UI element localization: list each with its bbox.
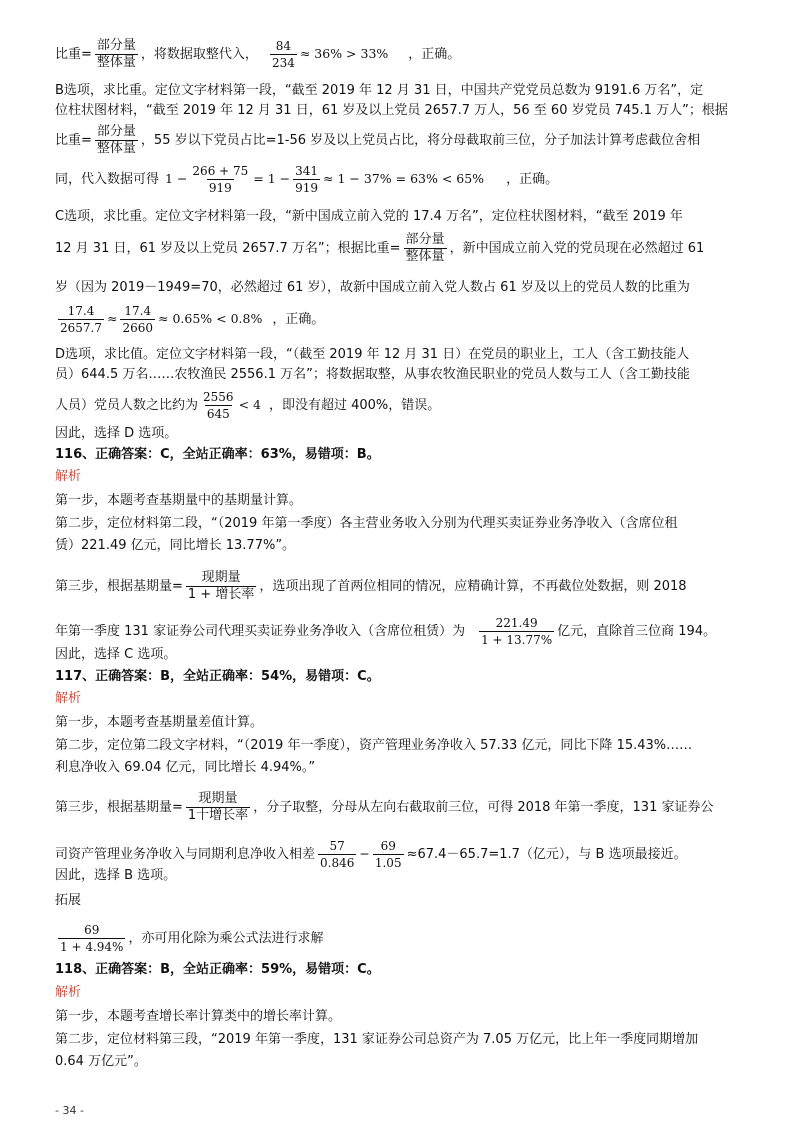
- fraction: $\frac{\text{现期量}}{\text{1十增长率}}$: [187, 791, 249, 823]
- fraction: $\frac{69}{1.05}$: [374, 839, 402, 870]
- paragraph-line: 人员）党员人数之比约为 $\frac{2556}{645}$ < 4 ，即没有超过 400%，错误。: [55, 390, 441, 421]
- paragraph-line: 因此，选择 C 选项。: [55, 647, 177, 662]
- paragraph-line: B选项，求比重。定位文字材料第一段，“截至 2019 年 12 月 31 日，中国共产党党员总数为 9191.6 万名”，定: [55, 83, 704, 98]
- paragraph-line: 赁）221.49 亿元，同比增长 13.77%”。: [55, 538, 296, 553]
- fraction: $\frac{57}{0.846}$: [320, 839, 355, 870]
- fraction: $\frac{69}{1 + 4.94\%}$: [60, 923, 124, 954]
- paragraph-line: D选项，求比值。定位文字材料第一段，“（截至 2019 年 12 月 31 日）在党员的职业上，工人（含工勤技能人: [55, 347, 690, 362]
- answer-heading-117: 117、正确答案：B，全站正确率：54%，易错项：C。: [55, 669, 380, 684]
- paragraph-line: 第一步，本题考查基期量中的基期量计算。: [55, 493, 303, 508]
- paragraph-line: 因此，选择 D 选项。: [55, 426, 178, 441]
- fraction: $\frac{17.4}{2660}$: [122, 304, 154, 335]
- fraction: $\frac{\text{现期量}}{\text{1 + 增长率}}$: [187, 570, 255, 602]
- paragraph-line: 第二步，定位材料第三段，“2019 年第一季度，131 家证券公司总资产为 7.05 万亿元，比上年一季度同期增加: [55, 1032, 699, 1047]
- fraction: $\frac{341}{919}$: [295, 164, 319, 195]
- fraction: $\frac{\text{部分量}}{\text{整体量}}$: [405, 232, 445, 264]
- extension-label: 拓展: [55, 893, 82, 908]
- paragraph-line: 第二步，定位第二段文字材料，“（2019 年一季度），资产管理业务净收入 57.33 亿元，同比下降 15.43%……: [55, 738, 693, 753]
- fraction: $\frac{2556}{645}$: [203, 390, 234, 421]
- fraction: $\frac{\text{部分量}}{\text{整体量}}$: [96, 124, 136, 156]
- analysis-label: 解析: [55, 985, 82, 1000]
- line-a-conclusion: [55, 38, 460, 71]
- paragraph-line: C选项，求比重。定位文字材料第一段，“新中国成立前入党的 17.4 万名”，定位柱状图材料，“截至 2019 年: [55, 209, 683, 224]
- paragraph-line: 同，代入数据可得 1 − $\frac{266 + 75}{919}$ = 1 − $\frac{341}{919}$ ≈ 1 − 37% = 63% < 65% ，正确。: [55, 164, 559, 195]
- paragraph-line: 第二步，定位材料第二段，“（2019 年第一季度）各主营业务收入分别为代理买卖证券业务净收入（含席位租: [55, 516, 678, 531]
- fraction: $\frac{221.49}{1 + 13.77\%}$: [481, 616, 553, 647]
- text: 比重=: [55, 47, 92, 62]
- paragraph-line: 第一步，本题考查基期量差值计算。: [55, 715, 264, 730]
- analysis-label: 解析: [55, 469, 82, 484]
- answer-heading-116: 116、正确答案：C，全站正确率：63%，易错项：B。: [55, 447, 380, 462]
- paragraph-line: 岁（因为 2019－1949=70，必然超过 61 岁），故新中国成立前入党人数占 61 岁及以上的党员人数的比重为: [55, 280, 690, 295]
- paragraph-line: 第三步，根据基期量= $\frac{\text{现期量}}{\text{1十增长率}}$ ，分子取整，分母从左向右截取前三位，可得 2018 年第一季度，131 家证券公: [55, 791, 714, 823]
- answer-heading-118: 118、正确答案：B，全站正确率：59%，易错项：C。: [55, 962, 380, 977]
- page-number: - 34 -: [55, 1104, 84, 1117]
- paragraph-line: 第三步，根据基期量= $\frac{\text{现期量}}{\text{1 + 增长率}}$ ，选项出现了首两位相同的情况，应精确计算，不再截位处数据，则 2018: [55, 570, 687, 602]
- paragraph-line: 司资产管理业务净收入与同期利息净收入相差 $\frac{57}{0.846}$ − $\frac{69}{1.05}$ ≈67.4－65.7=1.7（亿元），与 B 选项最接近。: [55, 839, 687, 870]
- analysis-label: 解析: [55, 691, 82, 706]
- fraction: $\frac{\text{部分量}}{\text{整体量}}$: [96, 38, 136, 70]
- paragraph-line: 0.64 万亿元”。: [55, 1054, 147, 1069]
- paragraph-line: 12 月 31 日，61 岁及以上党员 2657.7 万名”；根据比重= $\frac{\text{部分量}}{\text{整体量}}$ ，新中国成立前入党的党员现在必然超过 61: [55, 232, 705, 264]
- fraction: $\frac{266 + 75}{919}$: [192, 164, 249, 195]
- paragraph-line: 因此，选择 B 选项。: [55, 868, 177, 883]
- paragraph-line: $\frac{69}{1 + 4.94\%}$ ，亦可用化除为乘公式法进行求解: [60, 923, 324, 954]
- math-text: ≈ 36% > 33%: [299, 46, 389, 61]
- text: ，将数据取整代入，: [140, 47, 258, 62]
- paragraph-line: 比重= $\frac{\text{部分量}}{\text{整体量}}$ ，55 岁以下党员占比=1-56 岁及以上党员占比，将分母截取前三位，分子加法计算考虑截位舍相: [55, 124, 701, 156]
- paragraph-line: 年第一季度 131 家证券公司代理买卖证券业务净收入（含席位租赁）为 $\frac{221.49}{1 + 13.77\%}$ 亿元，直除首三位商 194。: [55, 616, 717, 647]
- paragraph-line: 位柱状图材料，“截至 2019 年 12 月 31 日，61 岁及以上党员 2657.7 万人，56 至 60 岁党员 745.1 万人”；根据: [55, 103, 728, 118]
- paragraph-line: 第一步，本题考查增长率计算类中的增长率计算。: [55, 1009, 342, 1024]
- fraction: $\frac{84}{234}$: [271, 39, 295, 70]
- paragraph-line: 利息净收入 69.04 亿元，同比增长 4.94%。”: [55, 760, 316, 775]
- fraction: $\frac{17.4}{2657.7}$: [60, 304, 102, 335]
- paragraph-line: $\frac{17.4}{2657.7}$ ≈ $\frac{17.4}{2660}$ ≈ 0.65% < 0.8% ，正确。: [60, 304, 325, 335]
- text: ，正确。: [408, 47, 461, 62]
- paragraph-line: 员）644.5 万名……农牧渔民 2556.1 万名”；将数据取整，从事农牧渔民职业的党员人数与工人（含工勤技能: [55, 367, 690, 382]
